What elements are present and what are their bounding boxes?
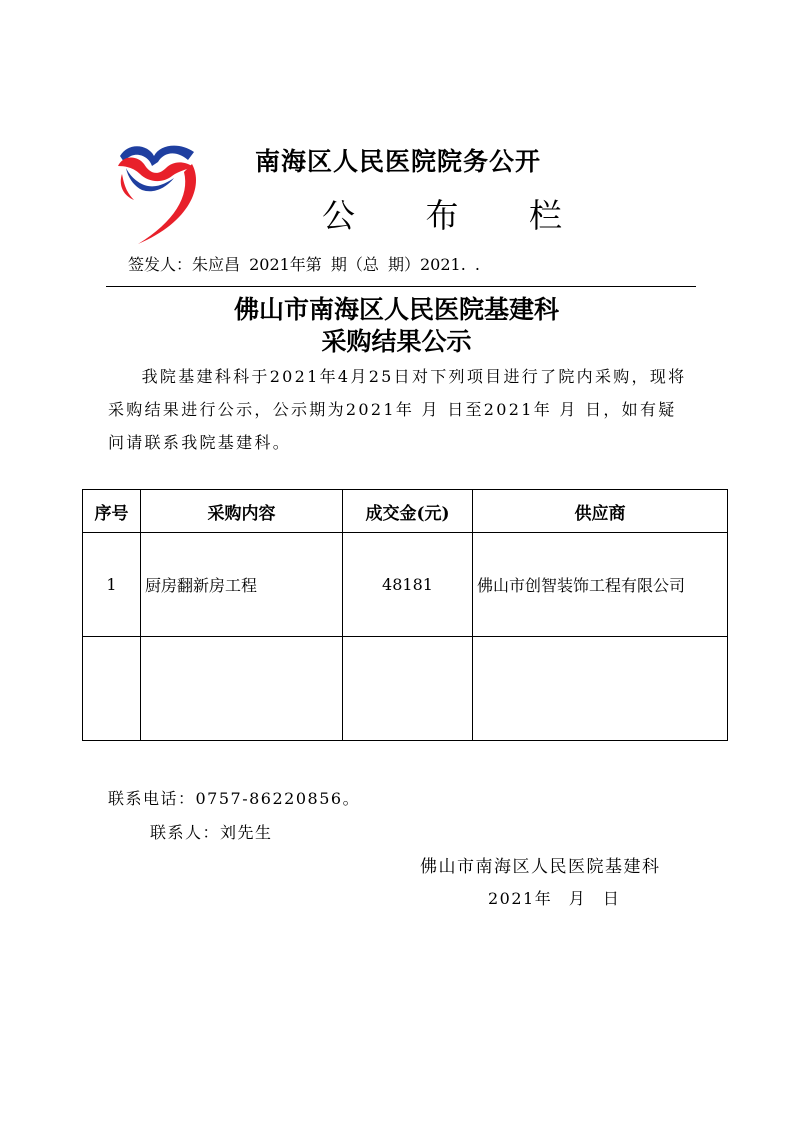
- cell-content: [141, 637, 343, 741]
- header-amount: 成交金(元): [343, 490, 473, 533]
- document-title-line1: 佛山市南海区人民医院基建科: [233, 295, 559, 324]
- sign-line: 签发人：朱应昌 2021年第 期（总 期）2021. .: [128, 255, 480, 274]
- board-title: 公 布 栏: [322, 196, 592, 235]
- cell-amount: [343, 637, 473, 741]
- signature-date: 2021年 月 日: [488, 889, 621, 908]
- header-divider: [106, 286, 696, 287]
- cell-content: 厨房翻新房工程: [141, 533, 343, 637]
- contact-person: 联系人：刘先生: [150, 823, 273, 842]
- hospital-logo: [108, 134, 204, 246]
- table-header-row: [83, 490, 728, 533]
- header-content: 采购内容: [141, 490, 343, 533]
- header-index: 序号: [83, 490, 141, 533]
- announcement-body: 我院基建科科于2021年4月25日对下列项目进行了院内采购，现将采购结果进行公示，公示期为2021年 月 日至2021年 月 日，如有疑问请联系我院基建科。: [108, 367, 687, 452]
- table-row: [83, 637, 728, 741]
- contact-phone: 联系电话：0757-86220856。: [108, 789, 361, 808]
- cell-supplier: 佛山市创智装饰工程有限公司: [473, 533, 728, 637]
- procurement-result-table: [82, 489, 728, 741]
- cell-index: [83, 637, 141, 741]
- table-row: [83, 533, 728, 637]
- cell-index: 1: [83, 533, 141, 637]
- signature-department: 佛山市南海区人民医院基建科: [420, 857, 661, 877]
- org-title: 南海区人民医院院务公开: [255, 147, 542, 176]
- header-supplier: 供应商: [473, 490, 728, 533]
- cell-supplier: [473, 637, 728, 741]
- heart-logo-icon: [108, 134, 204, 246]
- cell-amount: 48181: [343, 533, 473, 637]
- document-title-line2: 采购结果公示: [321, 327, 472, 356]
